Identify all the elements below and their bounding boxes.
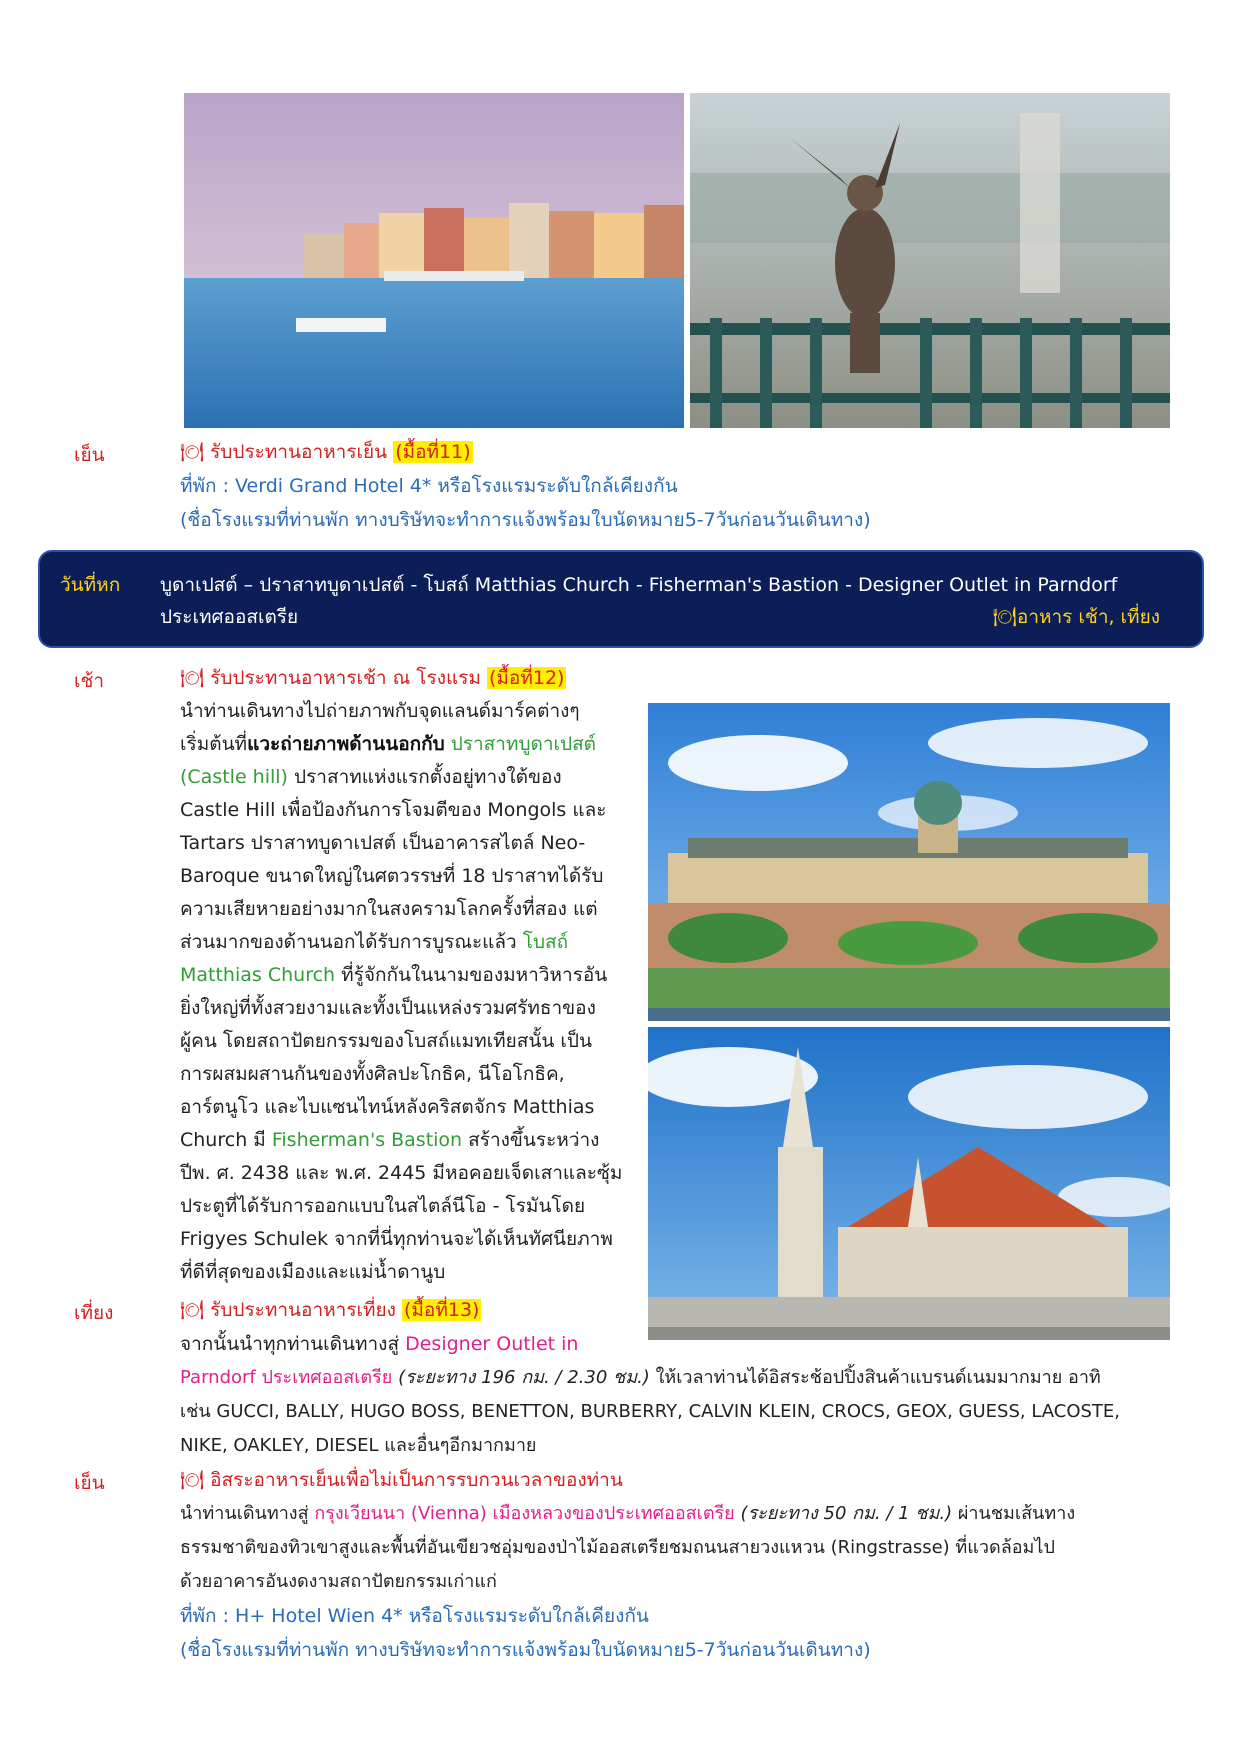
dinner-text: รับประทานอาหารเย็น	[210, 441, 388, 463]
vienna-line-1	[180, 1498, 1075, 1530]
text-line	[180, 959, 630, 992]
brand-list-end: NIKE, OAKLEY, DIESEL และอื่นๆอีกมากมาย	[180, 1435, 537, 1456]
text-span: Church มี	[180, 1129, 266, 1151]
breakfast-line	[180, 662, 566, 694]
matthias-church-photo	[648, 1027, 1170, 1340]
hotel-info: ที่พัก : Verdi Grand Hotel 4* หรือโรงแรมระดับใกล้เคียงกัน	[180, 475, 678, 497]
place-name: Matthias Church	[180, 964, 336, 986]
text-span: นำท่านเดินทางสู่	[180, 1503, 309, 1524]
text-line: Baroque ขนาดใหญ่ในศตวรรษที่ 18 ปราสาทได้รับ	[180, 865, 604, 887]
distance-info: (ระยะทาง 196 กม. / 2.30 ชม.)	[398, 1367, 650, 1388]
text-line: Tartars ปราสาทบูดาเปสต์ เป็นอาคารสไตล์ Neo-	[180, 832, 586, 854]
budapest-danube-photo	[184, 93, 684, 428]
meal-icon: 🍽	[180, 1299, 205, 1321]
day-meals	[993, 602, 1160, 632]
text-span: ที่รู้จักกันในนามของมหาวิหารอัน	[341, 964, 608, 986]
day-meals-text: อาหาร เช้า, เที่ยง	[1016, 606, 1160, 628]
meal-number-badge: (มื้อที่13)	[404, 1299, 480, 1321]
little-princess-statue-photo	[690, 93, 1170, 428]
meal-icon: 🍽	[180, 1469, 205, 1491]
morning-label: เช้า	[74, 670, 105, 692]
lunch-line	[180, 1294, 481, 1326]
place-name: Designer Outlet in	[405, 1333, 579, 1355]
text-line: ประตูที่ได้รับการออกแบบในสไตล์นีโอ - โรมันโดย	[180, 1195, 586, 1217]
text-line	[180, 1124, 630, 1157]
vienna-line-3: ด้วยอาคารอันงดงามสถาปัตยกรรมเก่าแก่	[180, 1571, 497, 1592]
place-name: โบสถ์	[522, 931, 569, 953]
dinner-line	[180, 436, 473, 468]
evening-label: เย็น	[74, 1472, 105, 1494]
text-line	[180, 761, 630, 794]
text-line: ปีพ. ศ. 2438 และ พ.ศ. 2445 มีหอคอยเจ็ดเสาและซุ้ม	[180, 1162, 623, 1184]
text-span: สร้างขึ้นระหว่าง	[468, 1129, 600, 1151]
place-name: กรุงเวียนนา (Vienna) เมืองหลวงของประเทศออสเตรีย	[314, 1503, 735, 1524]
text-span-bold: แวะถ่ายภาพด้านนอกกับ	[247, 733, 445, 755]
noon-label: เที่ยง	[74, 1302, 114, 1324]
outlet-line-1	[180, 1328, 578, 1360]
meal-icon: 🍽	[180, 667, 205, 689]
hotel-note: (ชื่อโรงแรมที่ท่านพัก ทางบริษัทจะทำการแจ้งพร้อมใบนัดหมาย5-7วันก่อนวันเดินทาง)	[180, 1639, 871, 1661]
text-line: ความเสียหายอย่างมากในสงครามโลกครั้งที่สอง แต่	[180, 898, 598, 920]
free-dinner-line	[180, 1464, 623, 1496]
meal-icon: 🍽	[992, 606, 1017, 628]
text-line: Frigyes Schulek จากที่นี่ทุกท่านจะได้เห็นทัศนียภาพ	[180, 1228, 613, 1250]
place-name: Fisherman's Bastion	[271, 1129, 463, 1151]
hotel-info: ที่พัก : H+ Hotel Wien 4* หรือโรงแรมระดับใกล้เคียงกัน	[180, 1605, 649, 1627]
lunch-text: รับประทานอาหารเที่ยง	[210, 1299, 396, 1321]
text-line: การผสมผสานกันของทั้งศิลปะโกธิค, นีโอโกธิค,	[180, 1063, 565, 1085]
day-country: ประเทศออสเตรีย	[160, 606, 299, 628]
text-line: ที่ดีที่สุดของเมืองและแม่น้ำดานูบ	[180, 1261, 446, 1283]
place-name: Parndorf ประเทศออสเตรีย	[180, 1367, 393, 1388]
text-span: จากนั้นนำทุกท่านเดินทางสู่	[180, 1333, 400, 1355]
day-banner	[38, 550, 1204, 648]
text-line: อาร์ตนูโว และไบแซนไทน์หลังคริสตจักร Matthias	[180, 1096, 595, 1118]
meal-number-badge: (มื้อที่12)	[489, 667, 565, 689]
text-line	[180, 728, 630, 761]
text-line: ยิ่งใหญ่ที่ทั้งสวยงามและทั้งเป็นแหล่งรวมศรัทธาของ	[180, 997, 596, 1019]
hotel-note: (ชื่อโรงแรมที่ท่านพัก ทางบริษัทจะทำการแจ้งพร้อมใบนัดหมาย5-7วันก่อนวันเดินทาง)	[180, 509, 871, 531]
text-span: ให้เวลาท่านได้อิสระช้อปปิ้งสินค้าแบรนด์เนมมากมาย อาทิ	[655, 1367, 1101, 1388]
meal-number-badge: (มื้อที่11)	[395, 441, 471, 463]
text-line: นำท่านเดินทางไปถ่ายภาพกับจุดแลนด์มาร์คต่างๆ	[180, 700, 580, 722]
vienna-line-2: ธรรมชาติของทิวเขาสูงและพื้นที่อันเขียวชอุ่มของป่าไม้ออสเตรียชมถนนสายวงแหวน (Ringstrasse) ที่แวดล้อมไป	[180, 1537, 1055, 1558]
distance-info: (ระยะทาง 50 กม. / 1 ชม.)	[740, 1503, 953, 1524]
castle-description	[180, 695, 630, 1289]
day-route: บูดาเปสต์ – ปราสาทบูดาเปสต์ - โบสถ์ Matthias Church - Fisherman's Bastion - Designer Outlet in Parndorf	[160, 574, 1118, 596]
text-span: ปราสาทแห่งแรกตั้งอยู่ทางใต้ของ	[294, 766, 562, 788]
free-dinner-text: อิสระอาหารเย็นเพื่อไม่เป็นการรบกวนเวลาของท่าน	[210, 1469, 623, 1491]
text-span: ส่วนมากของด้านนอกได้รับการบูรณะแล้ว	[180, 931, 517, 953]
text-span: ผ่านชมเส้นทาง	[957, 1503, 1076, 1524]
text-line: ผู้คน โดยสถาปัตยกรรมของโบสถ์แมทเทียสนั้น เป็น	[180, 1030, 592, 1052]
buda-castle-photo	[648, 703, 1170, 1021]
place-name: ปราสาทบูดาเปสต์	[450, 733, 597, 755]
text-span: เริ่มต้นที่	[180, 733, 248, 755]
day-number: วันที่หก	[60, 574, 121, 596]
outlet-line-2	[180, 1362, 1101, 1394]
evening-label: เย็น	[74, 444, 105, 466]
text-line	[180, 926, 630, 959]
brand-list: เช่น GUCCI, BALLY, HUGO BOSS, BENETTON, BURBERRY, CALVIN KLEIN, CROCS, GEOX, GUESS, LACOSTE,	[180, 1401, 1121, 1422]
text-line: Castle Hill เพื่อป้องกันการโจมตีของ Mongols และ	[180, 799, 607, 821]
place-name: (Castle hill)	[180, 766, 288, 788]
meal-icon: 🍽	[180, 441, 205, 463]
breakfast-text: รับประทานอาหารเช้า ณ โรงแรม	[210, 667, 481, 689]
